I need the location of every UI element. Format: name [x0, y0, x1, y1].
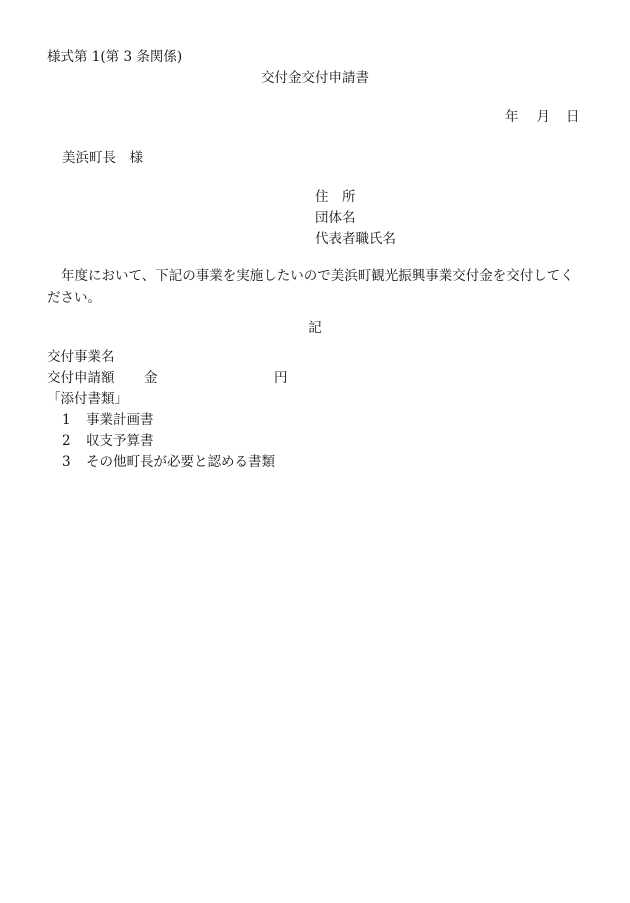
details-section [47, 347, 288, 473]
attachment-text: 収支予算書 [86, 433, 154, 449]
project-name-label: 交付事業名 [47, 349, 115, 365]
address-label: 住 所 [315, 189, 356, 205]
attachment-number: 1 [62, 412, 71, 428]
attachment-text: 事業計画書 [86, 412, 154, 428]
attachments-heading: 「添付書類」 [47, 391, 128, 407]
document-title: 交付金交付申請書 [261, 70, 369, 86]
attachment-text: その他町長が必要と認める書類 [86, 454, 275, 470]
applicant-block [315, 187, 396, 250]
project-name-row [47, 347, 275, 368]
attachment-number: 3 [62, 454, 71, 470]
addressee: 美浜町長 様 [62, 150, 143, 166]
date-month-label: 月 [536, 109, 550, 125]
attachments-heading-row [47, 389, 275, 410]
amount-label: 交付申請額 [47, 370, 115, 386]
date-year-label: 年 [505, 109, 519, 125]
group-name-label: 団体名 [315, 210, 356, 226]
attachment-number: 2 [62, 433, 71, 449]
attachment-item [47, 452, 275, 473]
ki-heading: 記 [308, 320, 322, 336]
attachment-item [47, 410, 275, 431]
attachment-item [47, 431, 275, 452]
form-number: 様式第 1(第 3 条関係) [47, 49, 183, 65]
amount-row [47, 368, 288, 389]
amount-prefix: 金 [144, 370, 158, 386]
body-paragraph: 年度において、下記の事業を実施したいので美浜町観光振興事業交付金を交付してください。 [47, 268, 574, 306]
date-field [505, 107, 580, 127]
representative-label: 代表者職氏名 [315, 231, 396, 247]
amount-unit: 円 [274, 370, 288, 386]
date-day-label: 日 [566, 109, 580, 125]
